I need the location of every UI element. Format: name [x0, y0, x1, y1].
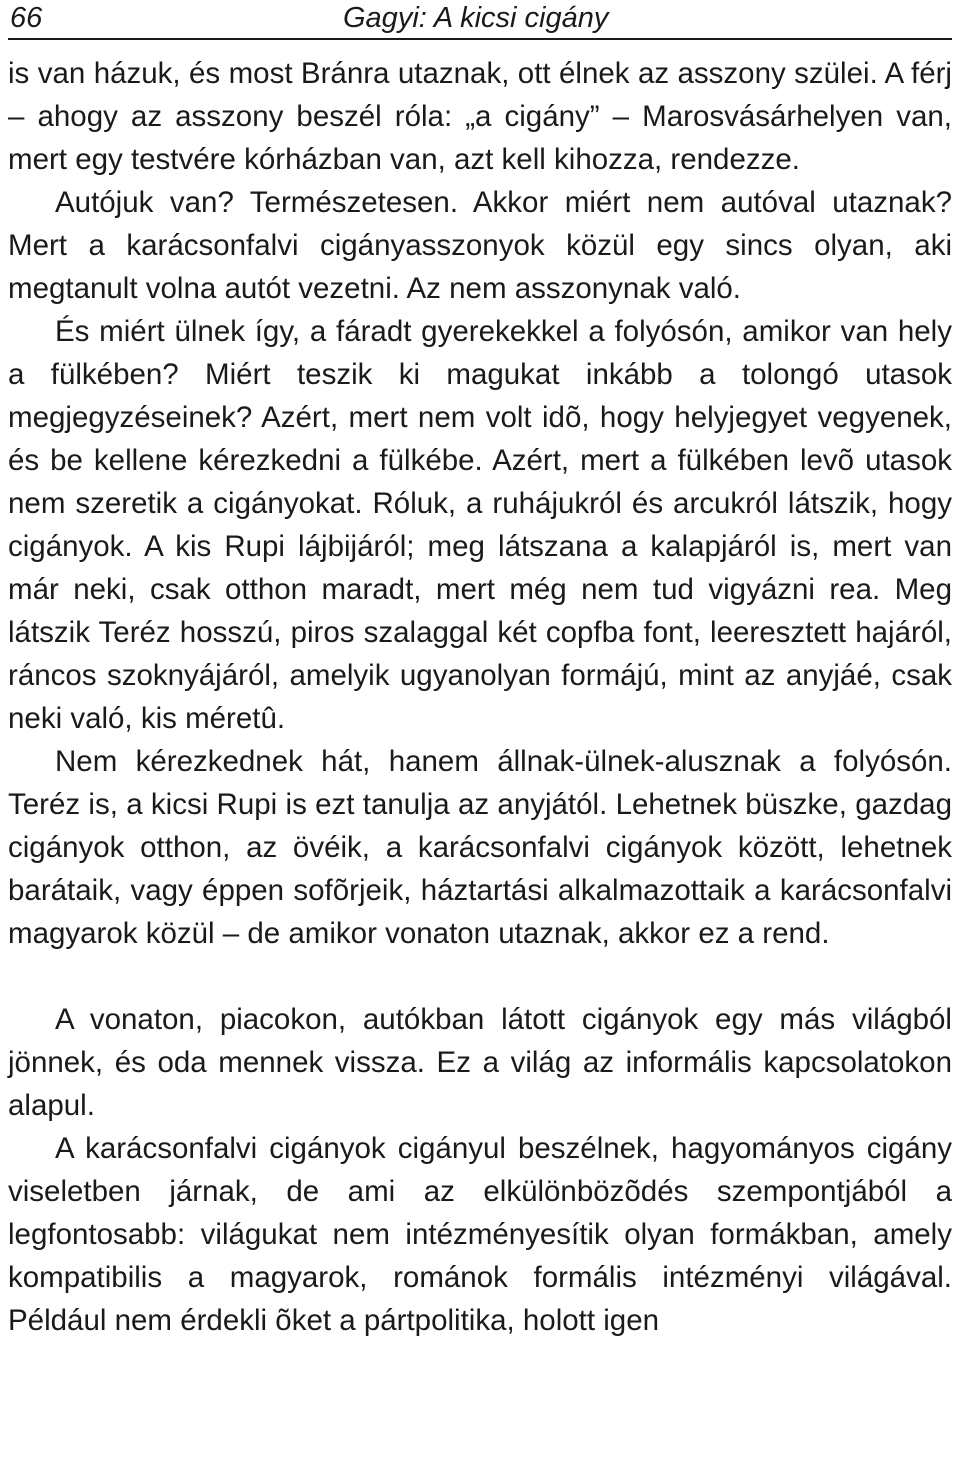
page-number: 66	[10, 2, 43, 34]
paragraph: Autójuk van? Természetesen. Akkor miért nem autóval utaznak? Mert a karácsonfalvi cigányasszonyok közül egy sincs olyan, aki megtanult volna autót vezetni. Az nem asszonynak való.	[8, 186, 952, 305]
body-text	[8, 52, 952, 1342]
paragraph: Nem kérezkednek hát, hanem állnak-ülnek-alusznak a folyósón. Teréz is, a kicsi Rupi is ezt tanulja az anyjától. Lehetnek büszke, gazdag cigányok otthon, az övéik, a karácsonfalvi cigányok között, lehetnek barátaik, vagy éppen sofõrjeik, háztartási alkalmazottaik a karácsonfalvi magyarok közül – de amikor vonaton utaznak, akkor ez a rend.	[8, 745, 952, 950]
running-title: Gagyi: A kicsi cigány	[343, 2, 609, 34]
paragraph: A vonaton, piacokon, autókban látott cigányok egy más világból jönnek, és oda mennek vissza. Ez a világ az informális kapcsolatokon alapul.	[8, 1003, 952, 1122]
page-header	[8, 0, 952, 40]
paragraph: is van házuk, és most Bránra utaznak, ott élnek az asszony szülei. A férj – ahogy az asszony beszél róla: „a cigány” – Marosvásárhelyen van, mert egy testvére kórházban van, azt kell kihozza, rendezze.	[8, 57, 952, 176]
paragraph: A karácsonfalvi cigányok cigányul beszélnek, hagyományos cigány viseletben járnak, de ami az elkülönbözõdés szempontjából a legfontosabb: világukat nem intézményesítik olyan formákban, amely kompatibilis a magyarok, románok formális intézményi világával. Például nem érdekli õket a pártpolitika, holott igen	[8, 1132, 952, 1337]
paragraph: És miért ülnek így, a fáradt gyerekekkel a folyósón, amikor van hely a fülkében? Miért teszik ki magukat inkább a tolongó utasok megjegyzéseinek? Azért, mert nem volt idõ, hogy helyjegyet vegyenek, és be kellene kérezkedni a fülkébe. Azért, mert a fülkében levõ utasok nem szeretik a cigányokat. Róluk, a ruhájukról és arcukról látszik, hogy cigányok. A kis Rupi lájbijáról; meg látszana a kalapjáról is, mert van már neki, csak otthon maradt, mert még nem tud vigyázni rea. Meg látszik Teréz hosszú, piros szalaggal két copfba font, leeresztett hajáról, ráncos szoknyájáról, amelyik ugyanolyan formájú, mint az anyjáé, csak neki való, kis méretû.	[8, 315, 952, 735]
